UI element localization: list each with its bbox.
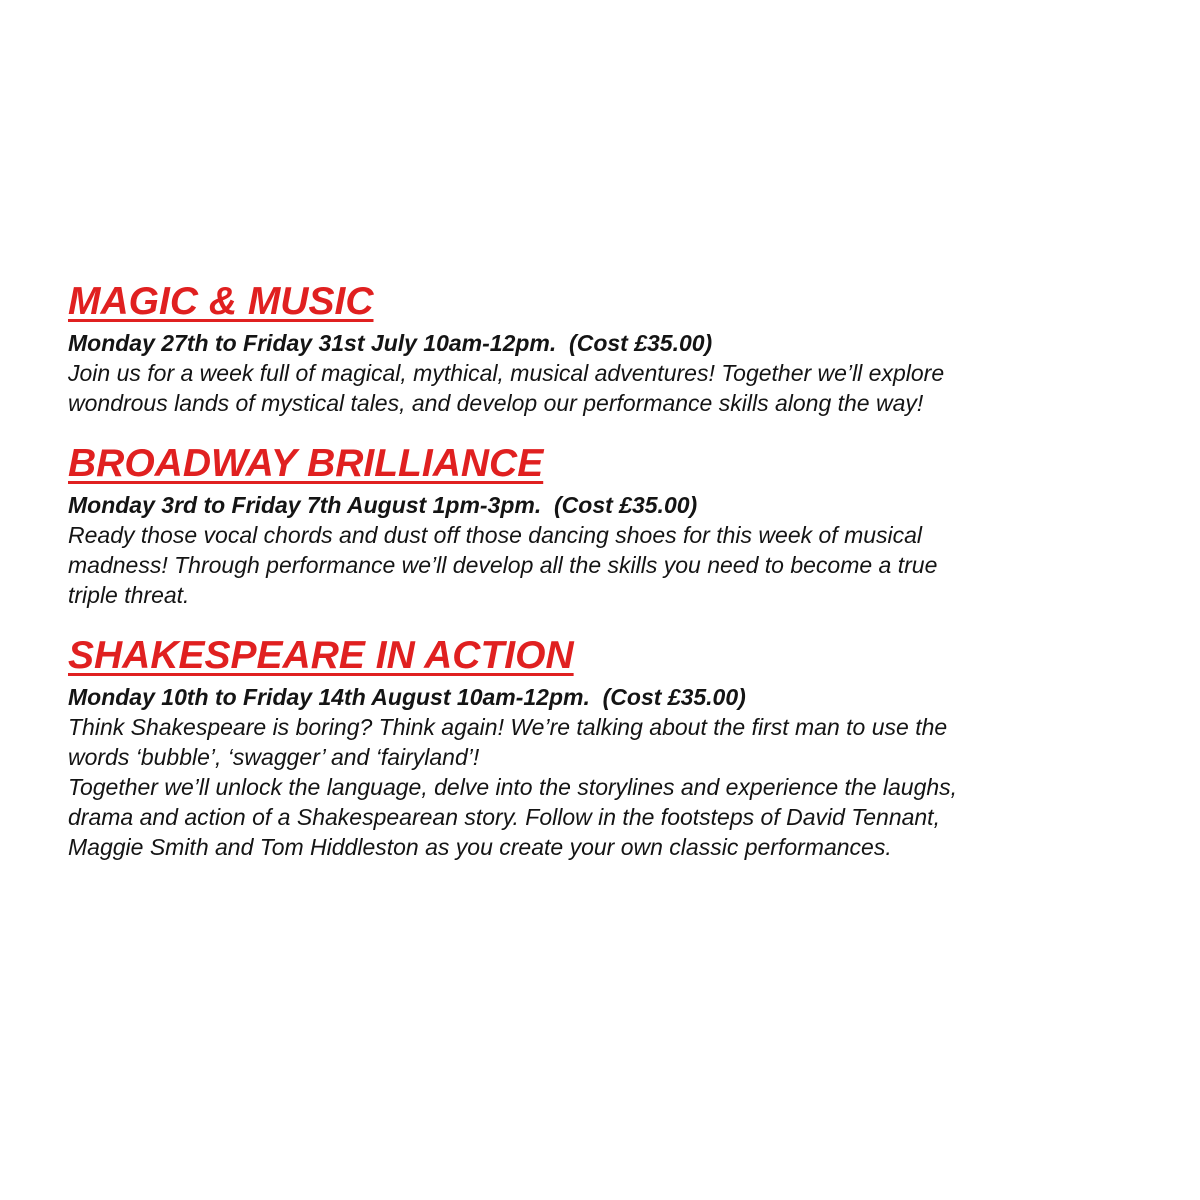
description-line: Together we’ll unlock the language, delve into the storylines and experience the laughs,	[68, 774, 958, 800]
description-line: madness! Through performance we’ll develop all the skills you need to become a true	[68, 552, 938, 578]
description-line: Join us for a week full of magical, mythical, musical adventures! Together we’ll explore	[68, 360, 945, 386]
description-line: Think Shakespeare is boring? Think again! We’re talking about the first man to use the	[68, 714, 948, 740]
section-title: SHAKESPEARE IN ACTION	[68, 634, 574, 677]
section-dates: Monday 27th to Friday 31st July 10am-12pm. (Cost £35.00)	[68, 330, 713, 356]
section-title: BROADWAY BRILLIANCE	[68, 442, 544, 485]
section-title: MAGIC & MUSIC	[68, 280, 374, 323]
description-line: drama and action of a Shakespearean story. Follow in the footsteps of David Tennant,	[68, 804, 940, 830]
description-line: triple threat.	[68, 582, 190, 608]
section-description	[68, 358, 1178, 418]
description-line: wondrous lands of mystical tales, and develop our performance skills along the way!	[68, 390, 924, 416]
description-line: Maggie Smith and Tom Hiddleston as you create your own classic performances.	[68, 834, 892, 860]
section-shakespeare-in-action	[68, 634, 1178, 862]
section-broadway-brilliance	[68, 442, 1178, 610]
workshop-flyer	[68, 280, 1178, 862]
description-line: words ‘bubble’, ‘swagger’ and ‘fairyland’!	[68, 744, 480, 770]
section-description	[68, 712, 1178, 862]
section-dates: Monday 10th to Friday 14th August 10am-12pm. (Cost £35.00)	[68, 684, 746, 710]
description-line: Ready those vocal chords and dust off those dancing shoes for this week of musical	[68, 522, 923, 548]
section-description	[68, 520, 1178, 610]
section-magic-and-music	[68, 280, 1178, 418]
section-dates: Monday 3rd to Friday 7th August 1pm-3pm. (Cost £35.00)	[68, 492, 698, 518]
